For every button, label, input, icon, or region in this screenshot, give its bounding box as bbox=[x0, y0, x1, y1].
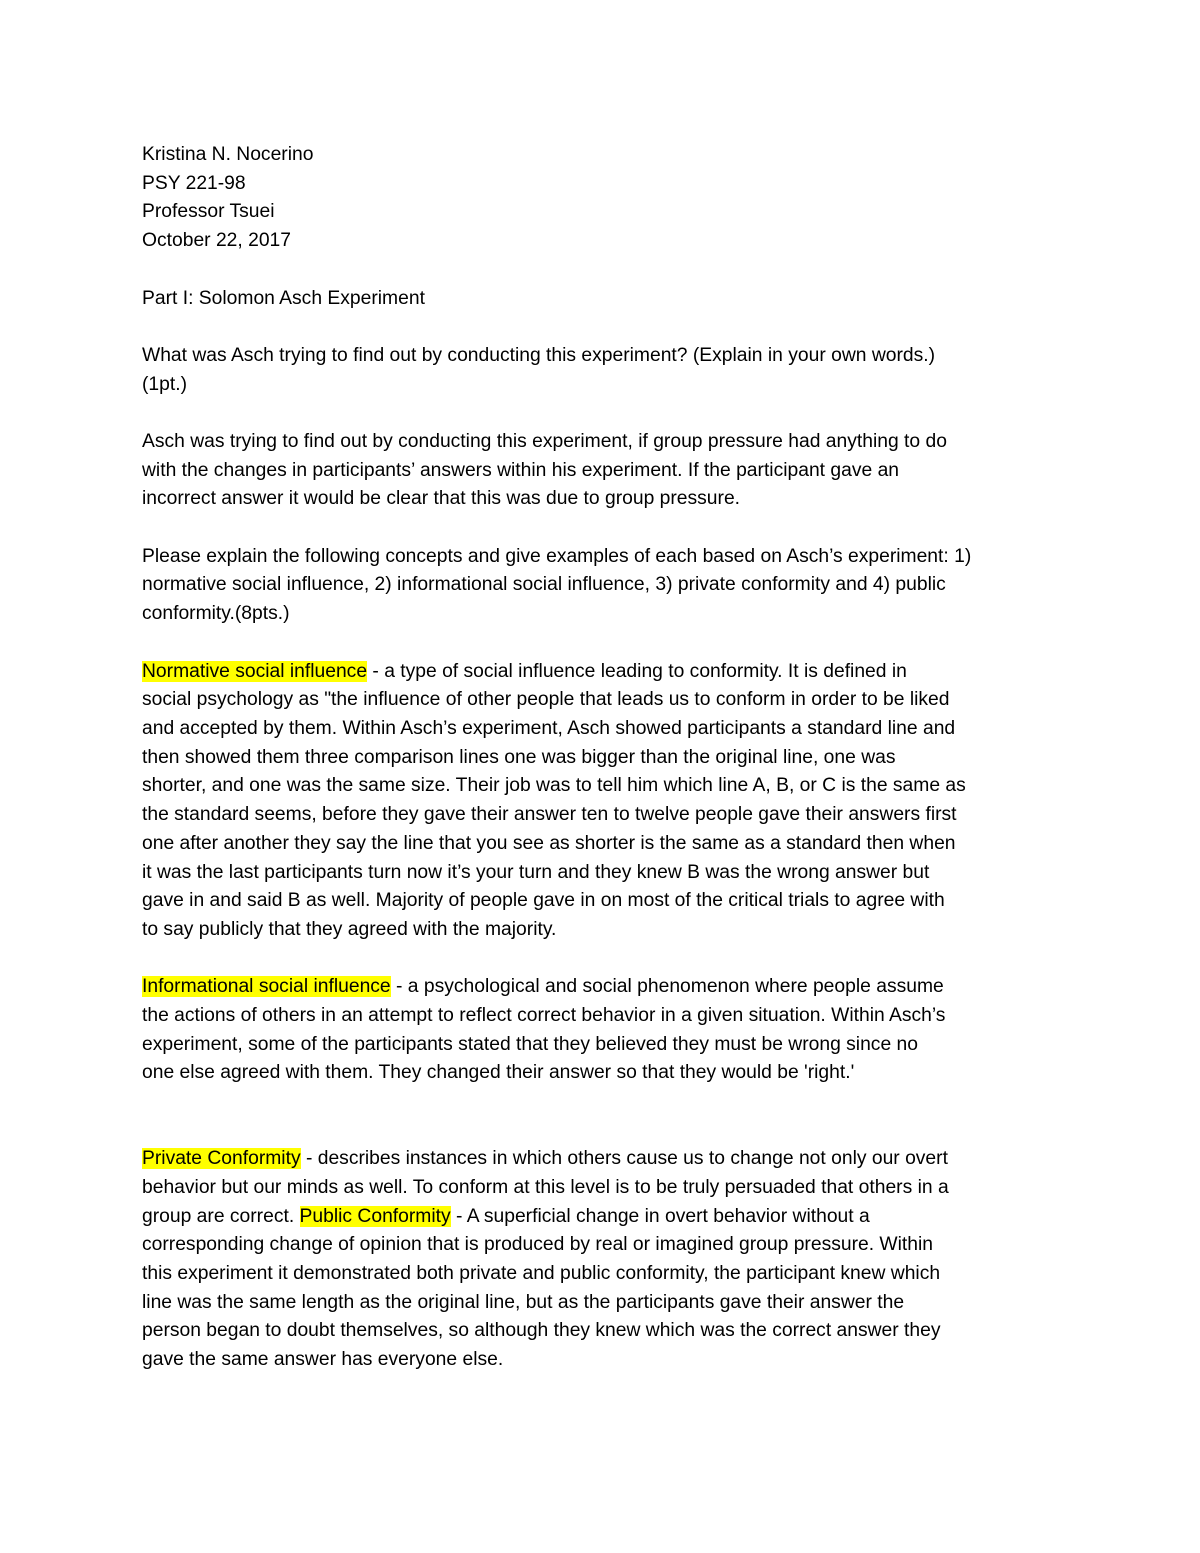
conformity-line: this experiment it demonstrated both private and public conformity, the participant knew which bbox=[142, 1262, 941, 1284]
part-title: Part I: Solomon Asch Experiment bbox=[142, 287, 425, 309]
normative-line: one after another they say the line that you see as shorter is the same as a standard then when bbox=[142, 832, 956, 854]
public-conformity-rest: - A superficial change in overt behavior without a bbox=[450, 1205, 870, 1227]
public-conformity-line bbox=[142, 1203, 1077, 1232]
informational-section bbox=[142, 973, 1077, 1088]
normative-line: then showed them three comparison lines one was bigger than the original line, one was bbox=[142, 746, 896, 768]
question-1 bbox=[142, 342, 1077, 399]
normative-line: to say publicly that they agreed with the majority. bbox=[142, 918, 557, 940]
private-conformity-term-highlight: Private Conformity bbox=[142, 1148, 301, 1170]
informational-line: the actions of others in an attempt to reflect correct behavior in a given situation. Within Asch’s bbox=[142, 1005, 946, 1026]
header-block bbox=[142, 141, 1077, 256]
normative-line: shorter, and one was the same size. Their job was to tell him which line A, B, or C is the same as bbox=[142, 775, 966, 797]
normative-term-highlight: Normative social influence bbox=[142, 660, 368, 682]
normative-first-line bbox=[142, 658, 1077, 687]
conformity-section bbox=[142, 1145, 1077, 1375]
conformity-line: behavior but our minds as well. To conform at this level is to be truly persuaded that others in a bbox=[142, 1176, 949, 1198]
conformity-line3-start: group are correct. bbox=[142, 1205, 300, 1227]
normative-first-rest: - a type of social influence leading to conformity. It is defined in bbox=[367, 660, 907, 682]
conformity-line: gave the same answer has everyone else. bbox=[142, 1349, 504, 1371]
professor-name: Professor Tsuei bbox=[142, 201, 275, 223]
informational-first-rest: - a psychological and social phenomenon where people assume bbox=[390, 976, 944, 998]
answer-1-line: incorrect answer it would be clear that this was due to group pressure. bbox=[142, 488, 741, 510]
public-conformity-term-highlight: Public Conformity bbox=[299, 1205, 451, 1227]
normative-line: gave in and said B as well. Majority of people gave in on most of the critical trials to agree with bbox=[142, 890, 945, 912]
private-conformity-first-line bbox=[142, 1145, 1077, 1174]
informational-line: experiment, some of the participants stated that they believed they must be wrong since no bbox=[142, 1033, 918, 1055]
informational-first-line bbox=[142, 973, 1077, 1002]
conformity-line: corresponding change of opinion that is produced by real or imagined group pressure. Within bbox=[142, 1234, 934, 1256]
document-page bbox=[142, 141, 1077, 1375]
normative-line: the standard seems, before they gave their answer ten to twelve people gave their answers first bbox=[142, 804, 957, 826]
private-conformity-rest: - describes instances in which others cause us to change not only our overt bbox=[300, 1148, 948, 1170]
question-2-line: conformity.(8pts.) bbox=[142, 603, 290, 625]
conformity-line: line was the same length as the original line, but as the participants gave their answer the bbox=[142, 1291, 905, 1313]
normative-line: and accepted by them. Within Asch’s experiment, Asch showed participants a standard line and bbox=[142, 717, 956, 739]
author-name: Kristina N. Nocerino bbox=[142, 144, 314, 165]
answer-1-line: with the changes in participants’ answers within his experiment. If the participant gave an bbox=[142, 459, 900, 481]
informational-line: one else agreed with them. They changed their answer so that they would be 'right.' bbox=[142, 1062, 855, 1084]
question-2 bbox=[142, 543, 1077, 629]
informational-term-highlight: Informational social influence bbox=[142, 976, 391, 998]
question-1-line: (1pt.) bbox=[142, 373, 188, 395]
course-code: PSY 221-98 bbox=[142, 172, 246, 194]
normative-line: it was the last participants turn now it’s your turn and they knew B was the wrong answer but bbox=[142, 861, 930, 883]
answer-1-line: Asch was trying to find out by conducting this experiment, if group pressure had anything to do bbox=[142, 430, 947, 452]
question-2-line: Please explain the following concepts and give examples of each based on Asch’s experiment: 1) bbox=[142, 545, 972, 567]
answer-1 bbox=[142, 428, 1077, 514]
normative-line: social psychology as "the influence of other people that leads us to conform in order to be liked bbox=[142, 689, 950, 711]
question-2-line: normative social influence, 2) informational social influence, 3) private conformity and 4) public bbox=[142, 574, 946, 596]
normative-section bbox=[142, 658, 1077, 945]
document-date: October 22, 2017 bbox=[142, 230, 291, 252]
question-1-line: What was Asch trying to find out by conducting this experiment? (Explain in your own words.) bbox=[142, 344, 936, 366]
conformity-line: person began to doubt themselves, so although they knew which was the correct answer they bbox=[142, 1320, 941, 1342]
